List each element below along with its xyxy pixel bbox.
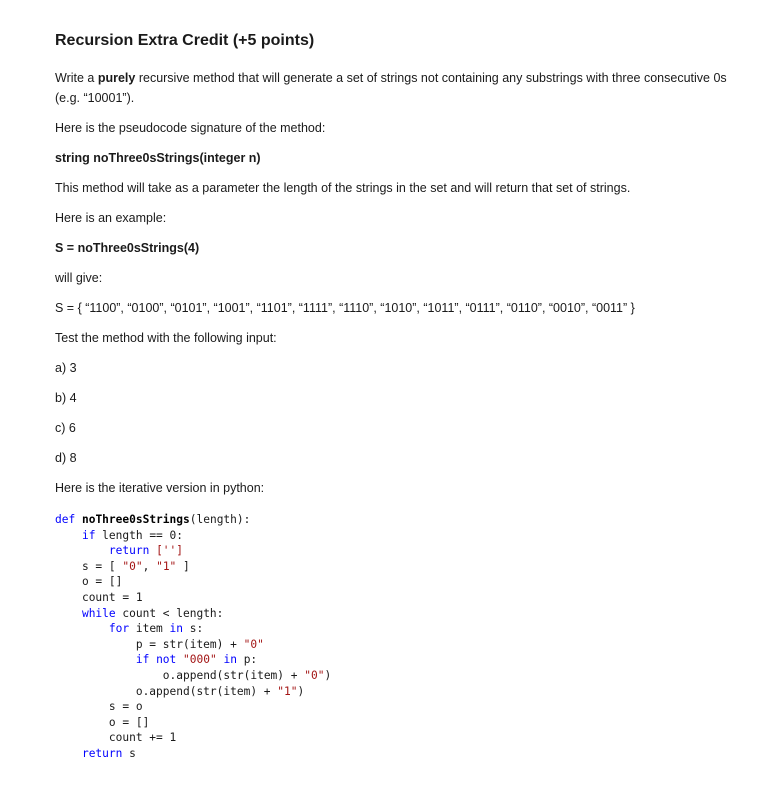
code-text: (length): — [189, 513, 251, 526]
code-line-5 — [55, 575, 122, 588]
method-signature: string noThree0sStrings(integer n) — [55, 151, 261, 165]
code-text: o.append(str(item) + — [135, 684, 278, 698]
code-keyword: not — [156, 653, 177, 667]
code-text: o.append(str(item) + — [162, 668, 305, 682]
code-function-name: noThree0sStrings — [81, 513, 190, 526]
method-description: This method will take as a parameter the length of the strings in the set and will return that set of strings. — [55, 181, 631, 195]
code-text: s = [ — [81, 559, 123, 573]
example-result: S = { “1100”, “0100”, “0101”, “1001”, “1101”, “1111”, “1110”, “1010”, “1011”, “0111”, “0110”, “0010”, “0011” } — [55, 301, 635, 315]
code-keyword: while — [81, 606, 116, 620]
code-text: ) — [324, 668, 332, 682]
code-string: [''] — [156, 544, 184, 558]
document — [55, 30, 735, 762]
intro-bold-word: purely — [97, 71, 136, 85]
code-line-4 — [55, 560, 190, 573]
intro-pre: Write a — [55, 71, 98, 85]
test-input-c: c) 6 — [55, 421, 76, 435]
code-string: "000" — [183, 653, 217, 667]
code-text: o = [] — [108, 715, 150, 729]
code-text: count = 1 — [81, 590, 143, 604]
code-line-1 — [55, 513, 250, 526]
code-line-14 — [55, 716, 149, 729]
code-string: "0" — [243, 637, 264, 651]
code-keyword: if — [135, 653, 150, 667]
code-line-6 — [55, 591, 143, 604]
code-keyword: in — [169, 622, 184, 636]
code-line-9 — [55, 638, 264, 651]
code-line-3 — [55, 544, 183, 557]
code-line-7 — [55, 607, 223, 620]
signature-intro: Here is the pseudocode signature of the method: — [55, 121, 326, 135]
intro-post: recursive method that will generate a set of strings not containing any substrings with three consecutive 0s (e.g. “10001”). — [55, 71, 727, 105]
code-keyword: if — [81, 528, 96, 542]
code-line-13 — [55, 700, 143, 713]
code-line-10 — [55, 653, 257, 666]
code-keyword: for — [108, 622, 130, 636]
code-keyword: return — [108, 544, 150, 558]
page-title: Recursion Extra Credit (+5 points) — [55, 32, 315, 49]
code-text: ] — [176, 559, 190, 573]
test-input-a: a) 3 — [55, 361, 77, 375]
code-string: "0" — [304, 668, 325, 682]
code-line-15 — [55, 731, 176, 744]
code-text: p: — [236, 653, 258, 667]
code-text: length == 0: — [95, 528, 183, 542]
code-keyword: in — [223, 653, 237, 667]
code-text: o = [] — [81, 575, 123, 589]
code-text: , — [142, 559, 157, 573]
code-text: ) — [297, 684, 305, 698]
intro-paragraph — [55, 68, 735, 108]
code-string: "1" — [156, 559, 177, 573]
test-intro: Test the method with the following input: — [55, 331, 277, 345]
code-keyword: def — [55, 513, 76, 526]
code-text: item — [129, 622, 170, 636]
python-intro: Here is the iterative version in python: — [55, 481, 265, 495]
code-line-16 — [55, 747, 136, 760]
code-text: s: — [183, 622, 204, 636]
test-input-d: d) 8 — [55, 451, 77, 465]
test-input-b: b) 4 — [55, 391, 77, 405]
code-text: s — [122, 746, 136, 760]
code-line-12 — [55, 685, 304, 698]
code-text: count += 1 — [108, 731, 177, 745]
code-text: s = o — [108, 700, 143, 714]
code-line-2 — [55, 529, 183, 542]
code-text: count < length: — [115, 606, 224, 620]
code-string: "0" — [122, 559, 143, 573]
code-string: "1" — [277, 684, 298, 698]
python-code-block — [55, 512, 735, 762]
will-give-label: will give: — [55, 271, 103, 285]
code-line-8 — [55, 622, 203, 635]
example-call: S = noThree0sStrings(4) — [55, 241, 200, 255]
code-line-11 — [55, 669, 331, 682]
example-intro: Here is an example: — [55, 211, 167, 225]
code-text: p = str(item) + — [135, 637, 244, 651]
code-keyword: return — [81, 746, 123, 760]
